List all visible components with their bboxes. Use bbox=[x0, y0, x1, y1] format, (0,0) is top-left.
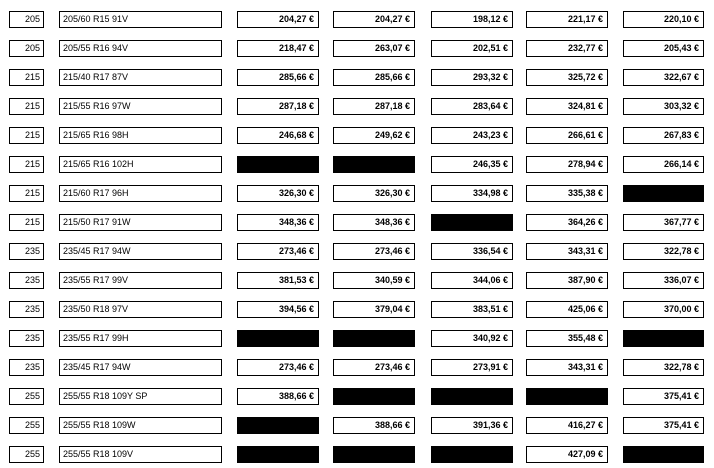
price-cell: 336,54 € bbox=[431, 243, 513, 260]
price-cell: 266,61 € bbox=[526, 127, 608, 144]
price-cell: 425,06 € bbox=[526, 301, 608, 318]
price-cell: 427,09 € bbox=[526, 446, 608, 463]
redacted-price-cell bbox=[333, 388, 415, 405]
price-cell: 273,46 € bbox=[333, 243, 415, 260]
price-cell: 285,66 € bbox=[237, 69, 319, 86]
price-cell: 273,91 € bbox=[431, 359, 513, 376]
width-cell: 215 bbox=[9, 69, 44, 86]
price-cell: 336,07 € bbox=[623, 272, 704, 289]
price-cell: 287,18 € bbox=[237, 98, 319, 115]
price-cell: 287,18 € bbox=[333, 98, 415, 115]
width-cell: 215 bbox=[9, 98, 44, 115]
table-row bbox=[0, 388, 714, 405]
price-cell: 293,32 € bbox=[431, 69, 513, 86]
redacted-price-cell bbox=[623, 185, 704, 202]
price-cell: 383,51 € bbox=[431, 301, 513, 318]
price-cell: 220,10 € bbox=[623, 11, 704, 28]
price-cell: 303,32 € bbox=[623, 98, 704, 115]
price-cell: 325,72 € bbox=[526, 69, 608, 86]
redacted-price-cell bbox=[333, 156, 415, 173]
price-cell: 267,83 € bbox=[623, 127, 704, 144]
width-cell: 205 bbox=[9, 40, 44, 57]
price-cell: 278,94 € bbox=[526, 156, 608, 173]
width-cell: 235 bbox=[9, 359, 44, 376]
price-cell: 375,41 € bbox=[623, 417, 704, 434]
redacted-price-cell bbox=[333, 330, 415, 347]
price-cell: 283,64 € bbox=[431, 98, 513, 115]
price-cell: 416,27 € bbox=[526, 417, 608, 434]
price-cell: 388,66 € bbox=[237, 388, 319, 405]
width-cell: 255 bbox=[9, 446, 44, 463]
price-cell: 348,36 € bbox=[333, 214, 415, 231]
tire-size-cell: 205/55 R16 94V bbox=[59, 40, 222, 57]
price-cell: 198,12 € bbox=[431, 11, 513, 28]
tire-size-cell: 235/55 R17 99H bbox=[59, 330, 222, 347]
tire-size-cell: 215/65 R16 98H bbox=[59, 127, 222, 144]
redacted-price-cell bbox=[333, 446, 415, 463]
price-cell: 370,00 € bbox=[623, 301, 704, 318]
price-cell: 340,59 € bbox=[333, 272, 415, 289]
width-cell: 215 bbox=[9, 127, 44, 144]
price-cell: 218,47 € bbox=[237, 40, 319, 57]
table-row bbox=[0, 272, 714, 289]
tire-size-cell: 235/50 R18 97V bbox=[59, 301, 222, 318]
tire-size-cell: 235/45 R17 94W bbox=[59, 359, 222, 376]
price-cell: 273,46 € bbox=[237, 359, 319, 376]
tire-size-cell: 235/55 R17 99V bbox=[59, 272, 222, 289]
price-cell: 387,90 € bbox=[526, 272, 608, 289]
price-cell: 204,27 € bbox=[333, 11, 415, 28]
price-cell: 375,41 € bbox=[623, 388, 704, 405]
price-cell: 273,46 € bbox=[333, 359, 415, 376]
redacted-price-cell bbox=[237, 417, 319, 434]
price-cell: 391,36 € bbox=[431, 417, 513, 434]
width-cell: 255 bbox=[9, 388, 44, 405]
width-cell: 235 bbox=[9, 301, 44, 318]
tire-size-cell: 205/60 R15 91V bbox=[59, 11, 222, 28]
table-row bbox=[0, 446, 714, 463]
table-row bbox=[0, 214, 714, 231]
price-cell: 343,31 € bbox=[526, 243, 608, 260]
price-cell: 340,92 € bbox=[431, 330, 513, 347]
width-cell: 205 bbox=[9, 11, 44, 28]
table-row bbox=[0, 185, 714, 202]
price-cell: 388,66 € bbox=[333, 417, 415, 434]
tire-size-cell: 255/55 R18 109W bbox=[59, 417, 222, 434]
price-cell: 355,48 € bbox=[526, 330, 608, 347]
tire-size-cell: 215/40 R17 87V bbox=[59, 69, 222, 86]
price-cell: 322,67 € bbox=[623, 69, 704, 86]
redacted-price-cell bbox=[431, 214, 513, 231]
tire-size-cell: 215/65 R16 102H bbox=[59, 156, 222, 173]
price-cell: 246,68 € bbox=[237, 127, 319, 144]
price-cell: 243,23 € bbox=[431, 127, 513, 144]
table-row bbox=[0, 127, 714, 144]
table-row bbox=[0, 69, 714, 86]
price-cell: 202,51 € bbox=[431, 40, 513, 57]
redacted-price-cell bbox=[237, 446, 319, 463]
price-cell: 334,98 € bbox=[431, 185, 513, 202]
price-cell: 324,81 € bbox=[526, 98, 608, 115]
tire-size-cell: 215/50 R17 91W bbox=[59, 214, 222, 231]
price-cell: 322,78 € bbox=[623, 243, 704, 260]
width-cell: 235 bbox=[9, 272, 44, 289]
price-cell: 285,66 € bbox=[333, 69, 415, 86]
tire-size-cell: 235/45 R17 94W bbox=[59, 243, 222, 260]
price-cell: 348,36 € bbox=[237, 214, 319, 231]
tire-size-cell: 215/60 R17 96H bbox=[59, 185, 222, 202]
width-cell: 215 bbox=[9, 214, 44, 231]
redacted-price-cell bbox=[623, 446, 704, 463]
price-cell: 232,77 € bbox=[526, 40, 608, 57]
tire-size-cell: 255/55 R18 109Y SP bbox=[59, 388, 222, 405]
table-row bbox=[0, 417, 714, 434]
redacted-price-cell bbox=[526, 388, 608, 405]
tire-size-cell: 255/55 R18 109V bbox=[59, 446, 222, 463]
table-row bbox=[0, 156, 714, 173]
width-cell: 215 bbox=[9, 156, 44, 173]
tire-size-cell: 215/55 R16 97W bbox=[59, 98, 222, 115]
table-row bbox=[0, 11, 714, 28]
price-cell: 335,38 € bbox=[526, 185, 608, 202]
redacted-price-cell bbox=[431, 446, 513, 463]
price-cell: 367,77 € bbox=[623, 214, 704, 231]
width-cell: 235 bbox=[9, 243, 44, 260]
width-cell: 215 bbox=[9, 185, 44, 202]
table-row bbox=[0, 98, 714, 115]
width-cell: 235 bbox=[9, 330, 44, 347]
table-row bbox=[0, 301, 714, 318]
price-cell: 344,06 € bbox=[431, 272, 513, 289]
table-row bbox=[0, 243, 714, 260]
price-cell: 364,26 € bbox=[526, 214, 608, 231]
table-row bbox=[0, 359, 714, 376]
price-cell: 221,17 € bbox=[526, 11, 608, 28]
price-cell: 343,31 € bbox=[526, 359, 608, 376]
width-cell: 255 bbox=[9, 417, 44, 434]
price-cell: 246,35 € bbox=[431, 156, 513, 173]
price-cell: 379,04 € bbox=[333, 301, 415, 318]
price-cell: 204,27 € bbox=[237, 11, 319, 28]
table-row bbox=[0, 330, 714, 347]
price-cell: 249,62 € bbox=[333, 127, 415, 144]
price-cell: 322,78 € bbox=[623, 359, 704, 376]
price-cell: 326,30 € bbox=[333, 185, 415, 202]
price-cell: 326,30 € bbox=[237, 185, 319, 202]
redacted-price-cell bbox=[237, 156, 319, 173]
price-cell: 205,43 € bbox=[623, 40, 704, 57]
price-cell: 394,56 € bbox=[237, 301, 319, 318]
price-cell: 266,14 € bbox=[623, 156, 704, 173]
redacted-price-cell bbox=[237, 330, 319, 347]
table-row bbox=[0, 40, 714, 57]
price-cell: 381,53 € bbox=[237, 272, 319, 289]
redacted-price-cell bbox=[431, 388, 513, 405]
price-cell: 263,07 € bbox=[333, 40, 415, 57]
redacted-price-cell bbox=[623, 330, 704, 347]
price-cell: 273,46 € bbox=[237, 243, 319, 260]
